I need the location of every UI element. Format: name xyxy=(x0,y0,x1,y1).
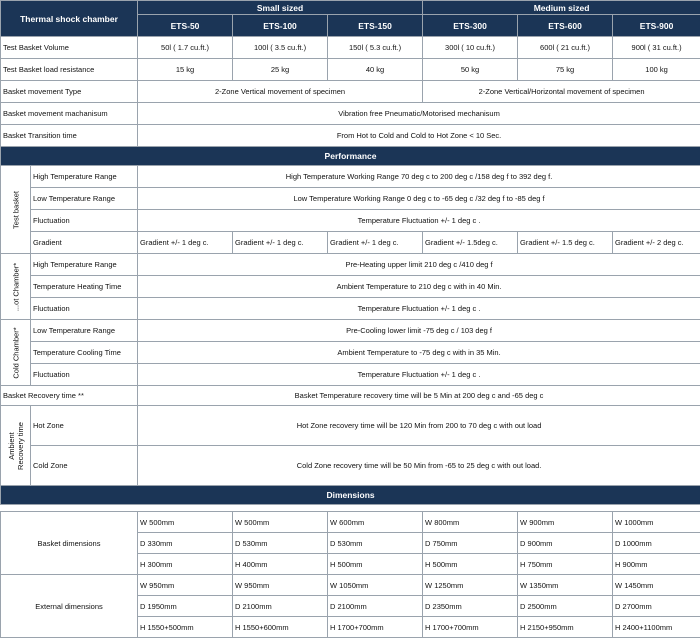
row-label: Fluctuation xyxy=(31,298,138,320)
row-label: Basket Transition time xyxy=(1,125,138,147)
cell: W 1250mm xyxy=(423,575,518,596)
model-header: ETS-150 xyxy=(328,15,423,37)
cell: H 1550+500mm xyxy=(138,617,233,638)
cell: W 1450mm xyxy=(613,575,700,596)
cell: Temperature Fluctuation +/- 1 deg c . xyxy=(138,210,700,232)
cell: W 950mm xyxy=(138,575,233,596)
model-header: ETS-50 xyxy=(138,15,233,37)
row-label: Basket Recovery time ** xyxy=(1,386,138,406)
group-label-ambient-recovery: Ambient Recovery time xyxy=(1,406,31,486)
table-row xyxy=(1,37,700,59)
model-header: ETS-100 xyxy=(233,15,328,37)
cell: 40 kg xyxy=(328,59,423,81)
cell: D 750mm xyxy=(423,533,518,554)
cell: Temperature Fluctuation +/- 1 deg c . xyxy=(138,298,700,320)
cell: Pre-Heating upper limit 210 deg c /410 deg f xyxy=(138,254,700,276)
cell: Temperature Fluctuation +/- 1 deg c . xyxy=(138,364,700,386)
table-row xyxy=(1,125,700,147)
cell: H 400mm xyxy=(233,554,328,575)
row-label: Basket movement Type xyxy=(1,81,138,103)
row-label: Cold Zone xyxy=(31,446,138,486)
cell: H 2150+950mm xyxy=(518,617,613,638)
cell: 50l ( 1.7 cu.ft.) xyxy=(138,37,233,59)
cell: Gradient +/- 1 deg c. xyxy=(328,232,423,254)
cell: 2-Zone Vertical movement of specimen xyxy=(138,81,423,103)
row-label: Test Basket Volume xyxy=(1,37,138,59)
row-label: Low Temperature Range xyxy=(31,188,138,210)
table-row xyxy=(1,59,700,81)
table-row xyxy=(1,232,700,254)
cell: Vibration free Pneumatic/Motorised mechanisum xyxy=(138,103,700,125)
cell: H 900mm xyxy=(613,554,700,575)
table-row xyxy=(1,298,700,320)
cell: W 1350mm xyxy=(518,575,613,596)
cell: Ambient Temperature to 210 deg c with in 40 Min. xyxy=(138,276,700,298)
cell: H 300mm xyxy=(138,554,233,575)
cell: 300l ( 10 cu.ft.) xyxy=(423,37,518,59)
cell: D 330mm xyxy=(138,533,233,554)
cell: H 750mm xyxy=(518,554,613,575)
cell: H 500mm xyxy=(328,554,423,575)
cell: D 1950mm xyxy=(138,596,233,617)
cell: 2-Zone Vertical/Horizontal movement of specimen xyxy=(423,81,700,103)
table-row xyxy=(1,103,700,125)
cell: W 500mm xyxy=(138,512,233,533)
table-row xyxy=(1,166,700,188)
model-header: ETS-600 xyxy=(518,15,613,37)
cell: H 500mm xyxy=(423,554,518,575)
row-label: Low Temperature Range xyxy=(31,320,138,342)
cell: H 1700+700mm xyxy=(423,617,518,638)
cell: W 500mm xyxy=(233,512,328,533)
table-row xyxy=(1,81,700,103)
cell: W 600mm xyxy=(328,512,423,533)
cell: H 1700+700mm xyxy=(328,617,423,638)
cell: 600l ( 21 cu.ft.) xyxy=(518,37,613,59)
cell: Gradient +/- 1 deg c. xyxy=(233,232,328,254)
group-label-cold-chamber: Cold Chamber* xyxy=(1,320,31,386)
cell: Gradient +/- 1.5 deg c. xyxy=(518,232,613,254)
table-title: Thermal shock chamber xyxy=(1,1,138,37)
cell: Gradient +/- 1 deg c. xyxy=(138,232,233,254)
table-row xyxy=(1,575,700,596)
cell: Ambient Temperature to -75 deg c with in 35 Min. xyxy=(138,342,700,364)
cell: D 530mm xyxy=(328,533,423,554)
cell: D 900mm xyxy=(518,533,613,554)
cell: 900l ( 31 cu.ft.) xyxy=(613,37,700,59)
table-row xyxy=(1,254,700,276)
cell: Low Temperature Working Range 0 deg c to -65 deg c /32 deg f to -85 deg f xyxy=(138,188,700,210)
basket-dimensions-label: Basket dimensions xyxy=(1,512,138,575)
group-label-hot-chamber: ...ot Chamber* xyxy=(1,254,31,320)
cell: W 800mm xyxy=(423,512,518,533)
cell: Gradient +/- 2 deg c. xyxy=(613,232,700,254)
row-label: Basket movement machanisum xyxy=(1,103,138,125)
cell: From Hot to Cold and Cold to Hot Zone < 10 Sec. xyxy=(138,125,700,147)
cell: W 900mm xyxy=(518,512,613,533)
row-label: Test Basket load resistance xyxy=(1,59,138,81)
table-row xyxy=(1,342,700,364)
cell: D 2700mm xyxy=(613,596,700,617)
row-label: Gradient xyxy=(31,232,138,254)
spacer xyxy=(1,505,700,512)
cell: 50 kg xyxy=(423,59,518,81)
cell: 75 kg xyxy=(518,59,613,81)
table-row xyxy=(1,446,700,486)
table-row xyxy=(1,188,700,210)
cell: D 2350mm xyxy=(423,596,518,617)
cell: W 950mm xyxy=(233,575,328,596)
model-header: ETS-900 xyxy=(613,15,700,37)
cell: W 1000mm xyxy=(613,512,700,533)
cell: H 2400+1100mm xyxy=(613,617,700,638)
cell: 25 kg xyxy=(233,59,328,81)
cell: D 1000mm xyxy=(613,533,700,554)
table-row xyxy=(1,210,700,232)
row-label: Hot Zone xyxy=(31,406,138,446)
table-row xyxy=(1,364,700,386)
model-header: ETS-300 xyxy=(423,15,518,37)
medium-sized-header: Medium sized xyxy=(423,1,700,15)
cell: H 1550+600mm xyxy=(233,617,328,638)
cell: D 2100mm xyxy=(328,596,423,617)
cell: 100l ( 3.5 cu.ft.) xyxy=(233,37,328,59)
row-label: High Temperature Range xyxy=(31,166,138,188)
cell: D 2100mm xyxy=(233,596,328,617)
cell: High Temperature Working Range 70 deg c to 200 deg c /158 deg f to 392 deg f. xyxy=(138,166,700,188)
performance-header: Performance xyxy=(1,147,700,166)
row-label: High Temperature Range xyxy=(31,254,138,276)
cell: D 530mm xyxy=(233,533,328,554)
external-dimensions-label: External dimensions xyxy=(1,575,138,638)
table-row xyxy=(1,406,700,446)
table-row xyxy=(1,386,700,406)
group-label-test-basket: Test basket xyxy=(1,166,31,254)
cell: Cold Zone recovery time will be 50 Min from -65 to 25 deg c with out load. xyxy=(138,446,700,486)
small-sized-header: Small sized xyxy=(138,1,423,15)
cell: Pre-Cooling lower limit -75 deg c / 103 deg f xyxy=(138,320,700,342)
table-row xyxy=(1,320,700,342)
cell: 150l ( 5.3 cu.ft.) xyxy=(328,37,423,59)
row-label: Temperature Heating Time xyxy=(31,276,138,298)
cell: Gradient +/- 1.5deg c. xyxy=(423,232,518,254)
row-label: Fluctuation xyxy=(31,210,138,232)
table-row xyxy=(1,512,700,533)
dimensions-header: Dimensions xyxy=(1,486,700,505)
row-label: Fluctuation xyxy=(31,364,138,386)
cell: 15 kg xyxy=(138,59,233,81)
cell: W 1050mm xyxy=(328,575,423,596)
cell: 100 kg xyxy=(613,59,700,81)
cell: Basket Temperature recovery time will be 5 Min at 200 deg c and -65 deg c xyxy=(138,386,700,406)
table-row xyxy=(1,276,700,298)
cell: Hot Zone recovery time will be 120 Min from 200 to 70 deg c with out load xyxy=(138,406,700,446)
cell: D 2500mm xyxy=(518,596,613,617)
row-label: Temperature Cooling Time xyxy=(31,342,138,364)
